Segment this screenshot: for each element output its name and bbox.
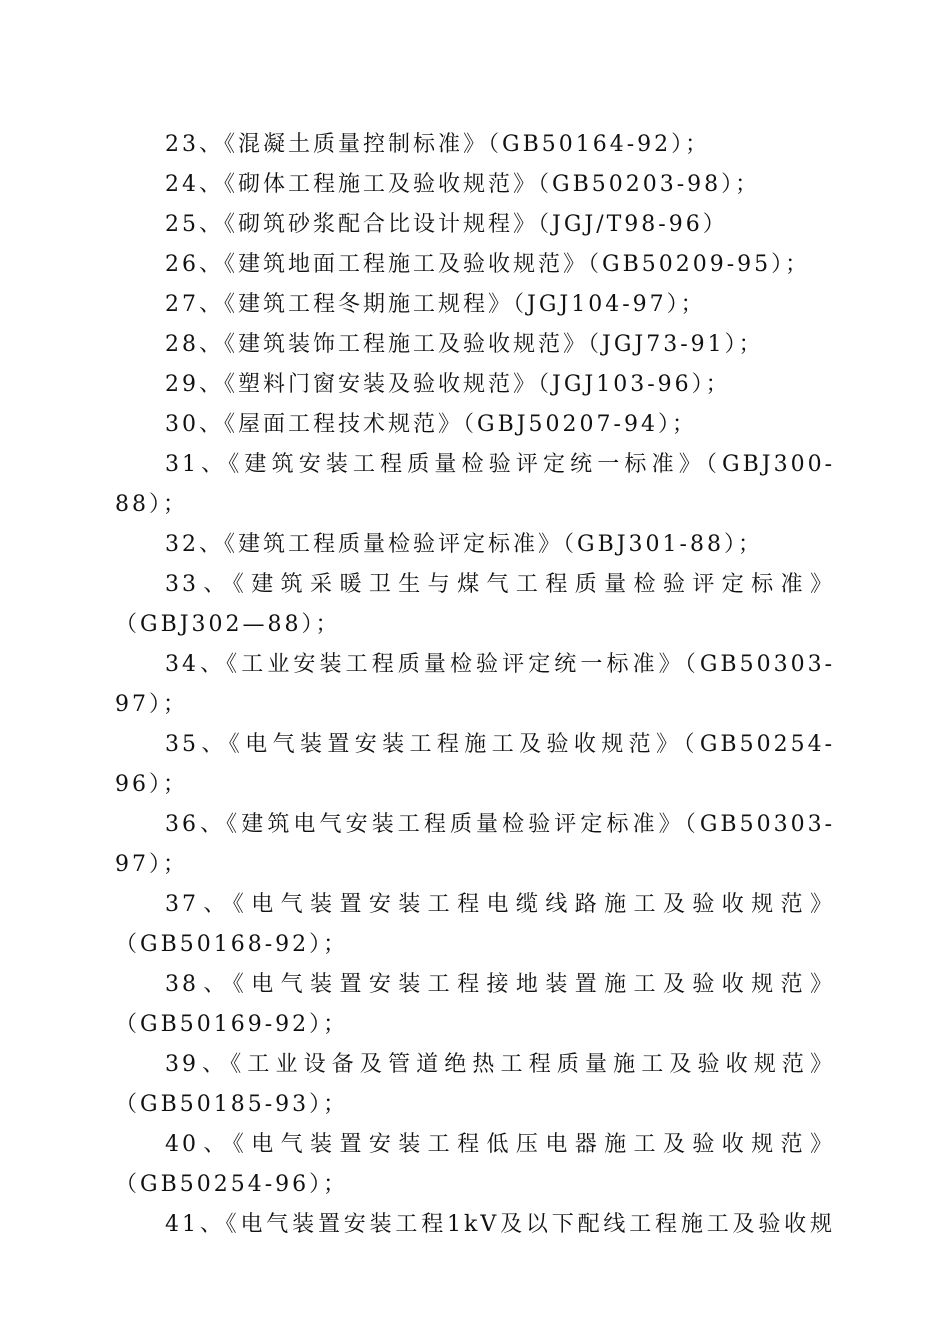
- text-line: 25、《砌筑砂浆配合比设计规程》（JGJ/T98-96）: [165, 212, 728, 237]
- text-line: 38、《电气装置安装工程接地装置施工及验收规范》: [165, 972, 835, 997]
- text-line: （GB50185-93）；: [115, 1092, 349, 1117]
- text-line: 35、《电气装置安装工程施工及验收规范》（GB50254-: [165, 732, 835, 757]
- text-line: 88）；: [115, 492, 188, 517]
- text-line: 32、《建筑工程质量检验评定标准》（GBJ301-88）；: [165, 532, 763, 557]
- text-line: 29、《塑料门窗安装及验收规范》（JGJ103-96）；: [165, 372, 731, 397]
- text-line: 97）；: [115, 692, 188, 717]
- text-line: 33、《建筑采暖卫生与煤气工程质量检验评定标准》: [165, 572, 835, 597]
- text-line: 39、《工业设备及管道绝热工程质量施工及验收规范》: [165, 1052, 835, 1077]
- text-line: 31、《建筑安装工程质量检验评定统一标准》（GBJ300-: [165, 452, 835, 477]
- text-line: 24、《砌体工程施工及验收规范》（GB50203-98）；: [165, 172, 761, 197]
- text-line: 41、《电气装置安装工程1kV及以下配线工程施工及验收规: [165, 1212, 835, 1237]
- text-line: 28、《建筑装饰工程施工及验收规范》（JGJ73-91）；: [165, 332, 764, 357]
- text-line: 34、《工业安装工程质量检验评定统一标准》（GB50303-: [165, 652, 835, 677]
- text-line: 26、《建筑地面工程施工及验收规范》（GB50209-95）；: [165, 252, 811, 277]
- text-line: 23、《混凝土质量控制标准》（GB50164-92）；: [165, 132, 711, 157]
- text-line: 27、《建筑工程冬期施工规程》（JGJ104-97）；: [165, 292, 706, 317]
- text-line: （GBJ302—88）；: [115, 612, 341, 637]
- text-line: 96）；: [115, 772, 188, 797]
- text-line: 37、《电气装置安装工程电缆线路施工及验收规范》: [165, 892, 835, 917]
- text-line: （GB50168-92）；: [115, 932, 349, 957]
- text-line: 30、《屋面工程技术规范》（GBJ50207-94）；: [165, 412, 697, 437]
- text-line: （GB50254-96）；: [115, 1172, 349, 1197]
- text-line: （GB50169-92）；: [115, 1012, 349, 1037]
- text-line: 36、《建筑电气安装工程质量检验评定标准》（GB50303-: [165, 812, 835, 837]
- text-line: 97）；: [115, 852, 188, 877]
- text-line: 40、《电气装置安装工程低压电器施工及验收规范》: [165, 1132, 835, 1157]
